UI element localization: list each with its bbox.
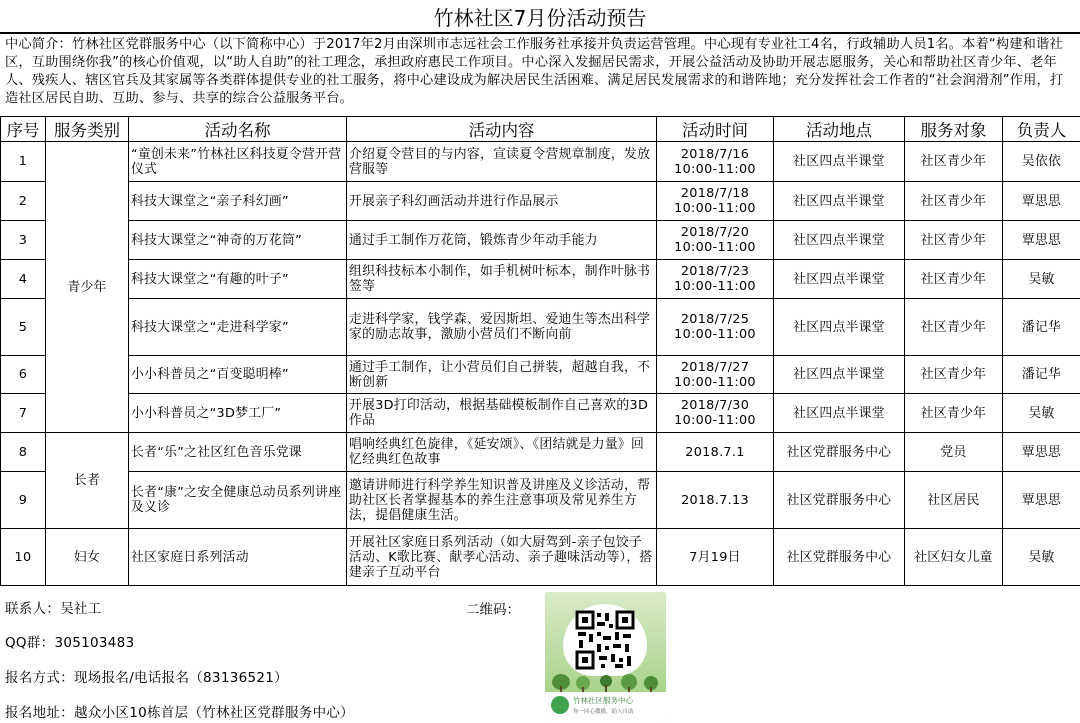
activity-name: 社区家庭日系列活动 xyxy=(129,529,347,586)
table-row xyxy=(1,433,1080,472)
activity-time xyxy=(657,182,774,221)
signup-method: 报名方式：现场报名/电话报名（83136521） xyxy=(5,670,288,686)
table-row xyxy=(1,142,1080,182)
activity-date: 2018/7/20 xyxy=(680,225,750,240)
activity-place: 社区党群服务中心 xyxy=(774,433,905,472)
activity-table xyxy=(0,116,1080,586)
activity-place: 社区党群服务中心 xyxy=(774,472,905,529)
service-target: 社区青少年 xyxy=(905,260,1003,299)
activity-place: 社区四点半课堂 xyxy=(774,142,905,182)
activity-content: 邀请讲师进行科学养生知识普及讲座及义诊活动，帮助社区长者掌握基本的养生注意事项及常见养生方法，提倡健康生活。 xyxy=(347,472,657,529)
activity-place: 社区四点半课堂 xyxy=(774,394,905,433)
activity-date: 2018/7/27 xyxy=(680,359,750,375)
activity-hours: 10:00-11:00 xyxy=(674,413,756,428)
table-row xyxy=(1,182,1080,221)
table-row xyxy=(1,529,1080,586)
center-logo-icon xyxy=(551,696,569,714)
activity-date: 2018/7/25 xyxy=(680,312,750,327)
service-target: 社区青少年 xyxy=(905,356,1003,394)
activity-hours: 10:00-11:00 xyxy=(674,279,756,294)
activity-content: 介绍夏令营目的与内容，宣读夏令营规章制度，发放营服等 xyxy=(347,142,657,182)
service-target: 社区青少年 xyxy=(905,142,1003,182)
activity-name: 科技大课堂之“走进科学家” xyxy=(129,299,347,356)
activity-time xyxy=(657,142,774,182)
row-no: 7 xyxy=(1,394,46,433)
person-in-charge: 潘记华 xyxy=(1003,299,1080,356)
qr-code-label: 二维码： xyxy=(466,602,520,618)
person-in-charge: 吴敏 xyxy=(1003,260,1080,299)
person-in-charge: 吴敏 xyxy=(1003,529,1080,586)
table-row xyxy=(1,299,1080,356)
activity-content: 通过手工制作万花筒，锻炼青少年动手能力 xyxy=(347,221,657,260)
qr-code-image[interactable] xyxy=(563,604,647,676)
activity-time: 2018.7.1 xyxy=(657,433,774,472)
qr-brand-name: 竹林社区服务中心 xyxy=(573,696,633,705)
table-row xyxy=(1,356,1080,394)
activity-name: 长者“乐”之社区红色音乐党课 xyxy=(129,433,347,472)
row-no: 4 xyxy=(1,260,46,299)
activity-name: 科技大课堂之“有趣的叶子” xyxy=(129,260,347,299)
contact-person: 联系人：吴社工 xyxy=(5,601,102,617)
activity-name: 科技大课堂之“亲子科幻画” xyxy=(129,182,347,221)
activity-time xyxy=(657,260,774,299)
activity-place: 社区四点半课堂 xyxy=(774,182,905,221)
category-cell: 青少年 xyxy=(46,142,129,433)
service-target: 社区青少年 xyxy=(905,299,1003,356)
activity-date: 2018/7/16 xyxy=(680,146,750,162)
activity-name: 科技大课堂之“神奇的万花筒” xyxy=(129,221,347,260)
activity-content: 开展3D打印活动，根据基础模板制作自己喜欢的3D作品 xyxy=(347,394,657,433)
activity-time xyxy=(657,299,774,356)
row-no: 10 xyxy=(1,529,46,586)
activity-hours: 10:00-11:00 xyxy=(674,240,756,255)
activity-name: “童创未来”竹林社区科技夏令营开营仪式 xyxy=(129,142,347,182)
header-category: 服务类别 xyxy=(46,117,129,142)
activity-place: 社区四点半课堂 xyxy=(774,221,905,260)
qr-code-icon xyxy=(575,610,635,670)
service-target: 社区妇女儿童 xyxy=(905,529,1003,586)
tree-decoration-icon xyxy=(551,672,661,692)
row-no: 1 xyxy=(1,142,46,182)
service-target: 社区青少年 xyxy=(905,221,1003,260)
qq-group: QQ群：305103483 xyxy=(5,635,135,651)
activity-name: 小小科普员之“百变聪明棒” xyxy=(129,356,347,394)
table-row xyxy=(1,472,1080,529)
table-row xyxy=(1,260,1080,299)
qr-code-card[interactable] xyxy=(545,592,666,721)
header-activity-time: 活动时间 xyxy=(657,117,774,142)
service-target: 党员 xyxy=(905,433,1003,472)
activity-content: 通过手工制作，让小营员们自己拼装，超越自我，不断创新 xyxy=(347,356,657,394)
activity-content: 组织科技标本小制作，如手机树叶标本，制作叶脉书签等 xyxy=(347,260,657,299)
category-cell: 长者 xyxy=(46,433,129,529)
activity-time: 2018.7.13 xyxy=(657,472,774,529)
activity-place: 社区党群服务中心 xyxy=(774,529,905,586)
activity-hours: 10:00-11:00 xyxy=(674,327,756,342)
center-introduction: 中心简介：竹林社区党群服务中心（以下简称中心）于2017年2月由深圳市志远社会工作服务社承接并负责运营管理。中心现有专业社工4名，行政辅助人员1名。本着“构建和谐社区，互助围绕你我”的核心价值观，以“助人自助”的社工理念，承担政府惠民工作项目。中心深入发掘居民需求，开展公益活动及协助开展志愿服务，关心和帮助社区青少年、老年人、残疾人、辖区官兵及其家属等各类群体提供专业的社工服务，将中心建设成为解决居民生活困难、满足居民发展需求的和谐阵地；充分发挥社会工作者的“社会润滑剂”作用，打造社区居民自助、互助、参与、共享的综合公益服务平台。 xyxy=(5,37,1064,106)
activity-hours: 10:00-11:00 xyxy=(674,201,756,216)
person-in-charge: 覃思思 xyxy=(1003,221,1080,260)
activity-time xyxy=(657,221,774,260)
activity-name: 小小科普员之“3D梦工厂” xyxy=(129,394,347,433)
page-title: 竹林社区7月份活动预告 xyxy=(433,5,647,30)
title-divider xyxy=(0,32,1080,34)
person-in-charge: 潘记华 xyxy=(1003,356,1080,394)
person-in-charge: 覃思思 xyxy=(1003,472,1080,529)
row-no: 8 xyxy=(1,433,46,472)
table-row xyxy=(1,221,1080,260)
person-in-charge: 覃思思 xyxy=(1003,433,1080,472)
activity-place: 社区四点半课堂 xyxy=(774,299,905,356)
category-cell: 妇女 xyxy=(46,529,129,586)
header-target: 服务对象 xyxy=(905,117,1003,142)
activity-name: 长者“康”之安全健康总动员系列讲座及义诊 xyxy=(129,472,347,529)
activity-hours: 10:00-11:00 xyxy=(674,161,756,177)
service-target: 社区青少年 xyxy=(905,182,1003,221)
activity-time: 7月19日 xyxy=(657,529,774,586)
header-activity-content: 活动内容 xyxy=(347,117,657,142)
person-in-charge: 吴敏 xyxy=(1003,394,1080,433)
signup-address: 报名地址：越众小区10栋首层（竹林社区党群服务中心） xyxy=(5,705,354,721)
service-target: 社区青少年 xyxy=(905,394,1003,433)
activity-content: 走进科学家，钱学森、爱因斯坦、爱迪生等杰出科学家的励志故事，激励小营员们不断向前 xyxy=(347,299,657,356)
row-no: 9 xyxy=(1,472,46,529)
qr-brand-slogan: 你一同心撒播，助人自助 xyxy=(573,709,634,715)
activity-hours: 10:00-11:00 xyxy=(674,374,756,390)
header-person: 负责人 xyxy=(1003,117,1080,142)
activity-date: 2018/7/23 xyxy=(680,264,750,279)
activity-date: 2018/7/18 xyxy=(680,186,750,201)
row-no: 3 xyxy=(1,221,46,260)
activity-content: 唱响经典红色旋律，《延安颂》、《团结就是力量》回忆经典红色故事 xyxy=(347,433,657,472)
activity-place: 社区四点半课堂 xyxy=(774,260,905,299)
row-no: 5 xyxy=(1,299,46,356)
activity-content: 开展亲子科幻画活动并进行作品展示 xyxy=(347,182,657,221)
header-no: 序号 xyxy=(1,117,46,142)
activity-content: 开展社区家庭日系列活动（如大厨驾到-亲子包饺子活动、K歌比赛、献孝心活动、亲子趣味活动等），搭建亲子互动平台 xyxy=(347,529,657,586)
activity-place: 社区四点半课堂 xyxy=(774,356,905,394)
header-activity-place: 活动地点 xyxy=(774,117,905,142)
activity-time xyxy=(657,356,774,394)
row-no: 6 xyxy=(1,356,46,394)
person-in-charge: 吴依依 xyxy=(1003,142,1080,182)
table-header-row xyxy=(1,117,1080,142)
row-no: 2 xyxy=(1,182,46,221)
activity-date: 2018/7/30 xyxy=(680,398,750,413)
activity-time xyxy=(657,394,774,433)
table-row xyxy=(1,394,1080,433)
service-target: 社区居民 xyxy=(905,472,1003,529)
header-activity-name: 活动名称 xyxy=(129,117,347,142)
person-in-charge: 覃思思 xyxy=(1003,182,1080,221)
